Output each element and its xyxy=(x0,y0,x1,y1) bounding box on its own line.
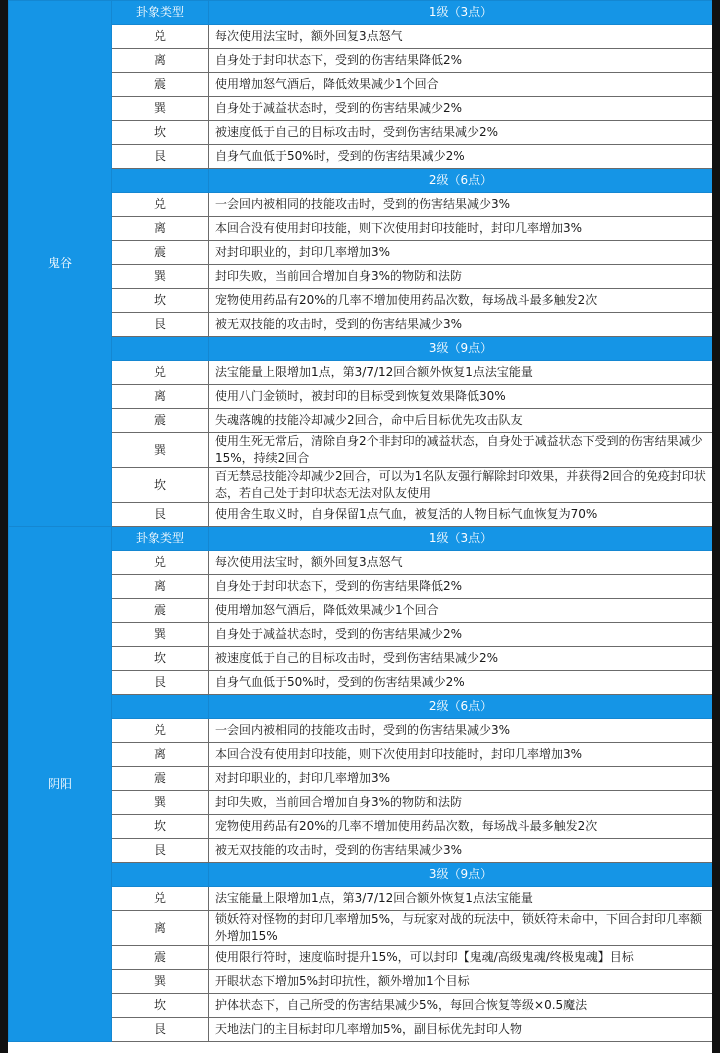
table-row xyxy=(9,361,713,385)
effect-description: 失魂落魄的技能冷却减少2回合，命中后目标优先攻击队友 xyxy=(209,409,713,433)
trigram-type-header: 卦象类型 xyxy=(112,1,209,25)
effect-description: 对封印职业的，封印几率增加3% xyxy=(209,767,713,791)
trigram-cell: 兑 xyxy=(112,25,209,49)
level-title: 2级（6点） xyxy=(209,169,713,193)
table-row xyxy=(9,1018,713,1042)
level-title: 1级（3点） xyxy=(209,527,713,551)
table-row xyxy=(9,217,713,241)
effect-description: 使用生死无常后，清除自身2个非封印的减益状态，自身处于减益状态下受到的伤害结果减少15%，持续2回合 xyxy=(209,433,713,468)
trigram-cell: 艮 xyxy=(112,671,209,695)
table-row xyxy=(9,385,713,409)
effect-description: 对封印职业的，封印几率增加3% xyxy=(209,241,713,265)
table-row xyxy=(9,313,713,337)
effect-description: 自身处于封印状态下，受到的伤害结果降低2% xyxy=(209,49,713,73)
table-row xyxy=(9,241,713,265)
effect-description: 每次使用法宝时，额外回复3点怒气 xyxy=(209,551,713,575)
table-row xyxy=(9,49,713,73)
table-body xyxy=(9,1,713,1042)
trigram-cell: 巽 xyxy=(112,791,209,815)
effect-description: 本回合没有使用封印技能，则下次使用封印技能时，封印几率增加3% xyxy=(209,743,713,767)
level-title: 3级（9点） xyxy=(209,863,713,887)
trigram-cell: 坎 xyxy=(112,994,209,1018)
group-cell: 阴阳 xyxy=(9,527,112,1042)
effect-description: 封印失败，当前回合增加自身3%的物防和法防 xyxy=(209,791,713,815)
trigram-cell: 坎 xyxy=(112,289,209,313)
trigram-cell: 兑 xyxy=(112,361,209,385)
trigram-cell: 坎 xyxy=(112,468,209,503)
trigram-table xyxy=(8,0,712,1042)
effect-description: 封印失败，当前回合增加自身3%的物防和法防 xyxy=(209,265,713,289)
table-row xyxy=(9,145,713,169)
effect-description: 被无双技能的攻击时，受到的伤害结果减少3% xyxy=(209,839,713,863)
table-row xyxy=(9,503,713,527)
effect-description: 使用舍生取义时，自身保留1点气血，被复活的人物目标气血恢复为70% xyxy=(209,503,713,527)
level-title: 1级（3点） xyxy=(209,1,713,25)
table-row xyxy=(9,970,713,994)
table-row xyxy=(9,73,713,97)
effect-description: 被速度低于自己的目标攻击时，受到伤害结果减少2% xyxy=(209,647,713,671)
trigram-cell: 坎 xyxy=(112,647,209,671)
effect-description: 百无禁忌技能冷却减少2回合，可以为1名队友强行解除封印效果，并获得2回合的免疫封印状态，若自己处于封印状态无法对队友使用 xyxy=(209,468,713,503)
table-row xyxy=(9,911,713,946)
level-title: 3级（9点） xyxy=(209,337,713,361)
group-cell: 鬼谷 xyxy=(9,1,112,527)
table-row xyxy=(9,265,713,289)
table-row xyxy=(9,599,713,623)
table-row xyxy=(9,946,713,970)
level-header-row xyxy=(9,169,713,193)
level-title: 2级（6点） xyxy=(209,695,713,719)
effect-description: 法宝能量上限增加1点，第3/7/12回合额外恢复1点法宝能量 xyxy=(209,361,713,385)
table-row xyxy=(9,791,713,815)
level-header-row xyxy=(9,527,713,551)
table-row xyxy=(9,193,713,217)
table-row xyxy=(9,671,713,695)
header-spacer-cell xyxy=(112,337,209,361)
trigram-cell: 巽 xyxy=(112,265,209,289)
effect-description: 被速度低于自己的目标攻击时，受到伤害结果减少2% xyxy=(209,121,713,145)
table-row xyxy=(9,289,713,313)
effect-description: 自身气血低于50%时，受到的伤害结果减少2% xyxy=(209,145,713,169)
level-header-row xyxy=(9,337,713,361)
trigram-cell: 艮 xyxy=(112,839,209,863)
trigram-cell: 艮 xyxy=(112,145,209,169)
effect-description: 自身处于封印状态下，受到的伤害结果降低2% xyxy=(209,575,713,599)
trigram-cell: 兑 xyxy=(112,551,209,575)
trigram-cell: 艮 xyxy=(112,1018,209,1042)
effect-description: 宠物使用药品有20%的几率不增加使用药品次数，每场战斗最多触发2次 xyxy=(209,289,713,313)
trigram-cell: 巽 xyxy=(112,623,209,647)
table-row xyxy=(9,433,713,468)
trigram-type-header: 卦象类型 xyxy=(112,527,209,551)
trigram-cell: 兑 xyxy=(112,887,209,911)
trigram-cell: 震 xyxy=(112,599,209,623)
trigram-cell: 巽 xyxy=(112,433,209,468)
table-row xyxy=(9,994,713,1018)
effect-description: 自身处于减益状态时，受到的伤害结果减少2% xyxy=(209,623,713,647)
table-row xyxy=(9,409,713,433)
table-row xyxy=(9,743,713,767)
trigram-cell: 离 xyxy=(112,911,209,946)
level-header-row xyxy=(9,1,713,25)
level-header-row xyxy=(9,863,713,887)
effect-description: 自身处于减益状态时，受到的伤害结果减少2% xyxy=(209,97,713,121)
trigram-cell: 离 xyxy=(112,49,209,73)
table-frame xyxy=(8,0,712,1053)
table-row xyxy=(9,767,713,791)
effect-description: 每次使用法宝时，额外回复3点怒气 xyxy=(209,25,713,49)
effect-description: 本回合没有使用封印技能，则下次使用封印技能时，封印几率增加3% xyxy=(209,217,713,241)
table-row xyxy=(9,575,713,599)
effect-description: 宠物使用药品有20%的几率不增加使用药品次数，每场战斗最多触发2次 xyxy=(209,815,713,839)
trigram-cell: 兑 xyxy=(112,193,209,217)
effect-description: 锁妖符对怪物的封印几率增加5%，与玩家对战的玩法中，锁妖符未命中，下回合封印几率额外增加15% xyxy=(209,911,713,946)
trigram-cell: 震 xyxy=(112,73,209,97)
table-row xyxy=(9,839,713,863)
trigram-cell: 艮 xyxy=(112,503,209,527)
table-row xyxy=(9,25,713,49)
level-header-row xyxy=(9,695,713,719)
trigram-cell: 坎 xyxy=(112,121,209,145)
trigram-cell: 离 xyxy=(112,743,209,767)
trigram-cell: 离 xyxy=(112,217,209,241)
effect-description: 一会回内被相同的技能攻击时，受到的伤害结果减少3% xyxy=(209,719,713,743)
effect-description: 法宝能量上限增加1点，第3/7/12回合额外恢复1点法宝能量 xyxy=(209,887,713,911)
table-row xyxy=(9,121,713,145)
effect-description: 护体状态下，自己所受的伤害结果减少5%，每回合恢复等级×0.5魔法 xyxy=(209,994,713,1018)
trigram-cell: 离 xyxy=(112,385,209,409)
header-spacer-cell xyxy=(112,169,209,193)
trigram-cell: 艮 xyxy=(112,313,209,337)
table-row xyxy=(9,551,713,575)
effect-description: 自身气血低于50%时，受到的伤害结果减少2% xyxy=(209,671,713,695)
table-row xyxy=(9,719,713,743)
table-row xyxy=(9,887,713,911)
trigram-cell: 震 xyxy=(112,241,209,265)
header-spacer-cell xyxy=(112,695,209,719)
effect-description: 被无双技能的攻击时，受到的伤害结果减少3% xyxy=(209,313,713,337)
effect-description: 天地法门的主目标封印几率增加5%，副目标优先封印人物 xyxy=(209,1018,713,1042)
effect-description: 使用八门金锁时，被封印的目标受到恢复效果降低30% xyxy=(209,385,713,409)
trigram-cell: 兑 xyxy=(112,719,209,743)
table-row xyxy=(9,468,713,503)
trigram-cell: 坎 xyxy=(112,815,209,839)
trigram-cell: 巽 xyxy=(112,970,209,994)
trigram-cell: 巽 xyxy=(112,97,209,121)
table-row xyxy=(9,647,713,671)
table-row xyxy=(9,815,713,839)
trigram-cell: 震 xyxy=(112,767,209,791)
effect-description: 使用增加怒气酒后，降低效果减少1个回合 xyxy=(209,73,713,97)
trigram-cell: 震 xyxy=(112,946,209,970)
trigram-cell: 离 xyxy=(112,575,209,599)
effect-description: 使用限行符时，速度临时提升15%，可以封印【鬼魂/高级鬼魂/终极鬼魂】目标 xyxy=(209,946,713,970)
effect-description: 一会回内被相同的技能攻击时，受到的伤害结果减少3% xyxy=(209,193,713,217)
trigram-cell: 震 xyxy=(112,409,209,433)
effect-description: 使用增加怒气酒后，降低效果减少1个回合 xyxy=(209,599,713,623)
effect-description: 开眼状态下增加5%封印抗性，额外增加1个目标 xyxy=(209,970,713,994)
table-row xyxy=(9,97,713,121)
header-spacer-cell xyxy=(112,863,209,887)
table-row xyxy=(9,623,713,647)
